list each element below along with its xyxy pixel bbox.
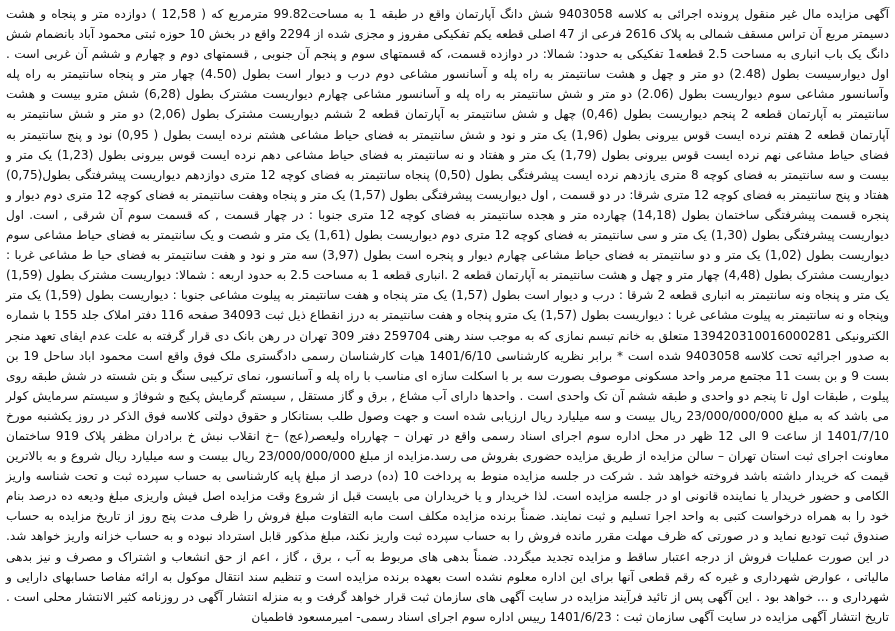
auction-notice-text: آگهی مزایده مال غیر منقول پرونده اجرائی به کلاسه 9403058 شش دانگ آپارتمان واقع در طبقه 1 به مساحت99.82 مترمربع که ( 12,58 ) دوازده متر و پنجاه و هشت دسیمتر مربع آن تراس مسقف شمالی به پلاک 2616 فرعی از 47 اصلی قطعه یکم تفکیکی مفروز و مجزی شده از 2294 واقع در بخش 10 حوزه ثبتی محمود آباد بانضمام شش دانگ یک باب انباری به مساحت 2.5 قطعه1 تفکیکی به حدود: شمالا: در دوازده قسمت، که قسمتهای سوم و پنجم آن جنوبی , قسمتهای دوم و چهارم و ششم آن غربی است . اول دیوارسیست بطول (2.48) دو متر و چهل و هشت سانتیمتر به راه پله و آسانسور مشاعی دوم درب و دیوار است بطول (4.50) چهار متر و پنجاه سانتیمتر به راه پله وآسانسور مشاعی سوم دیواریست بطول (2.06) دو متر و شش سانتیمتر به راه پله و آسانسور مشاعی چهارم دیواریست مشترک بطول (6,28) شش مترو بیست و هشت سانتیمتر به آپارتمان قطعه 2 پنجم دیواریست بطول (0,46) چهل و شش سانتیمتر به آپارتمان قطعه 2 ششم دیواریست مشترک بطول (2,06) دو متر و شش سانتیمتر به آپارتمان قطعه 2 هفتم نرده ایست قوس بیرونی بطول (1,96) یک متر و نود و شش سانتیمتر به فضای حیاط مشاعی هشتم نرده ایست بطول ( 0,95) نود و پنج سانتیمتر به فضای حیاط مشاعی نهم نرده ایست قوس بیرونی بطول (1,79) یک متر و هفتاد و نه سانتیمتر به فضای حیاط مشاعی دهم نرده ایست قوس بیرونی بطول (1,23) یک متر و بیست و سه سانتیمتر به فضای کوچه 8 متری یازدهم نرده ایست پیشرفتگی بطول (0,50) پنجاه سانتیمتر به فضای کوچه 12 متری دوازدهم دیواریست پیشرفتگی بطول(0,75) هفتاد و پنج سانتیمتر به فضای کوچه 12 متری شرقا: در دو قسمت , اول دیواریست پیشرفتگی بطول (1,57) یک متر و پنجاه وهفت سانتیمتر به فضای کوچه 12 متری دوم دیوار و پنجره قسمت پیشرفتگی ساختمان بطول (14,18) چهارده متر و هجده سانتیمتر به فضای کوچه 12 متری جنوبا : در چهار قسمت , که قسمت سوم آن شرقی , است. اول دیواریست پیشرفتگی بطول (1,30) یک متر و سی سانتیمتر به فضای کوچه 12 متری دوم دیواریست بطول (1,61) یک متر و شصت و یک سانتیمتر به فضای حیاط مشاعی سوم دیواریست بطول (1,02) یک متر و دو سانتیمتر به فضای حیاط مشاعی چهارم دیوار و پنجره است بطول (3,97) سه متر و نود و هفت سانتیمتر به فضای حیا ط مشاعی غربا : دیواریست مشترک بطول (4,48) چهار متر و چهل و هشت سانتیمتر به آپارتمان قطعه 2 .انباری قطعه 1 به مساحت 2.5 به حدود اربعه : شمالا: دیواریست مشترک بطول (1,59) یک متر و پنجاه ونه سانتیمتر به انباری قطعه 2 شرقا : درب و دیوار است بطول (1,57) یک متر پنجاه و هفت سانتیمتر به پیلوت مشاعی جنوبا : دیواریست بطول (1,59) یک متر وپنجاه و نه سانتیمتر به پیلوت مشاعی غربا : دیواریست بطول (1,57) یک مترو پنجاه و هفت سانتیمتر به درز انقطاع ذیل ثبت 34093 صفحه 116 دفتر املاک جلد 155 با شماره الکترونیکی 139420310016000281 متعلق به خانم تبسم نمازی که به موجب سند رهنی 259704 دفتر 309 تهران در رهن بانک دی قرار گرفته به علت عدم ایفای تعهد منجر به صدور اجرائیه تحت کلاسه 9403058 شده است * برابر نظریه کارشناسی 1401/6/10 هیات کارشناسان رسمی دادگستری ملک فوق واقع است محمود اباد ساحل 19 بن بست 9 و بن بست 11 مجتمع مرمر واحد مسکونی موصوف بصورت سه بر با اسکلت سازه ای مناسب با راه پله و آسانسور، نمای ترکیبی سنگ و بتن شسته در شش طبقه روی پیلوت , طبقات اول تا پنجم دو واحدی و طبقه ششم آن تک واحدی است . واحدها دارای آب مشاع , برق و گاز مستقل , سیستم گرمایش پکیج و شوفاژ و سیستم سرمایش کولر می باشد که به مبلغ 23/000/000/000 ریال بیست و سه میلیارد ریال ارزیابی شده است و جهت وصول طلب بستانکار و حقوق دولتی کلاسه فوق الذکر در روز یکشنبه مورخ 1401/7/10 از ساعت 9 الی 12 ظهر در محل اداره سوم اجرای اسناد رسمی واقع در تهران – چهارراه ولیعصر(عج) –خ انقلاب نبش خ برادران مظفر پلاک 919 ساختمان معاونت اجرای ثبت استان تهران – سالن مزایده از طریق مزایده حضوری بفروش می رسد.مزایده از مبلغ 23/000/000/000 ریال بیست و سه میلیارد ریال شروع و به بالاترین قیمت که خریدار داشته باشد فروخته خواهد شد . شرکت در جلسه مزایده منوط به پرداخت 10 (ده) درصد از مبلغ پایه کارشناسی به حساب سپرده ثبت و تحت شناسه واریز الکامی و حضور خریدار یا نماینده قانونی او در جلسه مزایده است. لذا خریدار و یا خریداران می بایست قبل از شروع وقت مزایده اصل فیش واریزی مبلغ ودیعه ده درصد بنام خود را به همراه درخواست کتبی به واحد اجرا تسلیم و ثبت نمایند. ضمناً برنده مزایده مکلف است مابه التفاوت مبلغ فروش را ظرف مدت پنج روز از تاریخ مزایده به حساب صندوق ثبت تودیع نماید و در صورتی که ظرف مهلت مقرر مانده فروش را به حساب سپرده ثبت واریز نکند، مبلغ مذکور قابل استرداد نبوده و به حساب خزانه واریز خواهد شد. در این صورت عملیات فروش از درجه اعتبار ساقط و مزایده تجدید میگردد. ضمناً بدهی های مربوط به آب ، برق ، گاز ، اعم از حق انشعاب و اشتراک و مصرف و نیز بدهی مالیاتی ، عوارض شهرداری و غیره که رقم قطعی آنها برای این اداره معلوم نشده است بعهده برنده مزایده است و تنظیم سند انتقال موکول به ارائه مفاصا حسابهای دارایی و شهرداری و ... خواهد بود . این آگهی پس از تائید فرآیند مزایده در سایت آگهی های سازمان ثبت قرار خواهد گرفت و به منزله انتشار آگهی در روزنامه کثیر الانتشار محلی است . تاریخ انتشار آگهی مزایده در سایت آگهی سازمان ثبت : 1401/6/23 رییس اداره سوم اجرای اسناد رسمی- امیرمسعود فاطمیان: [6, 7, 890, 624]
